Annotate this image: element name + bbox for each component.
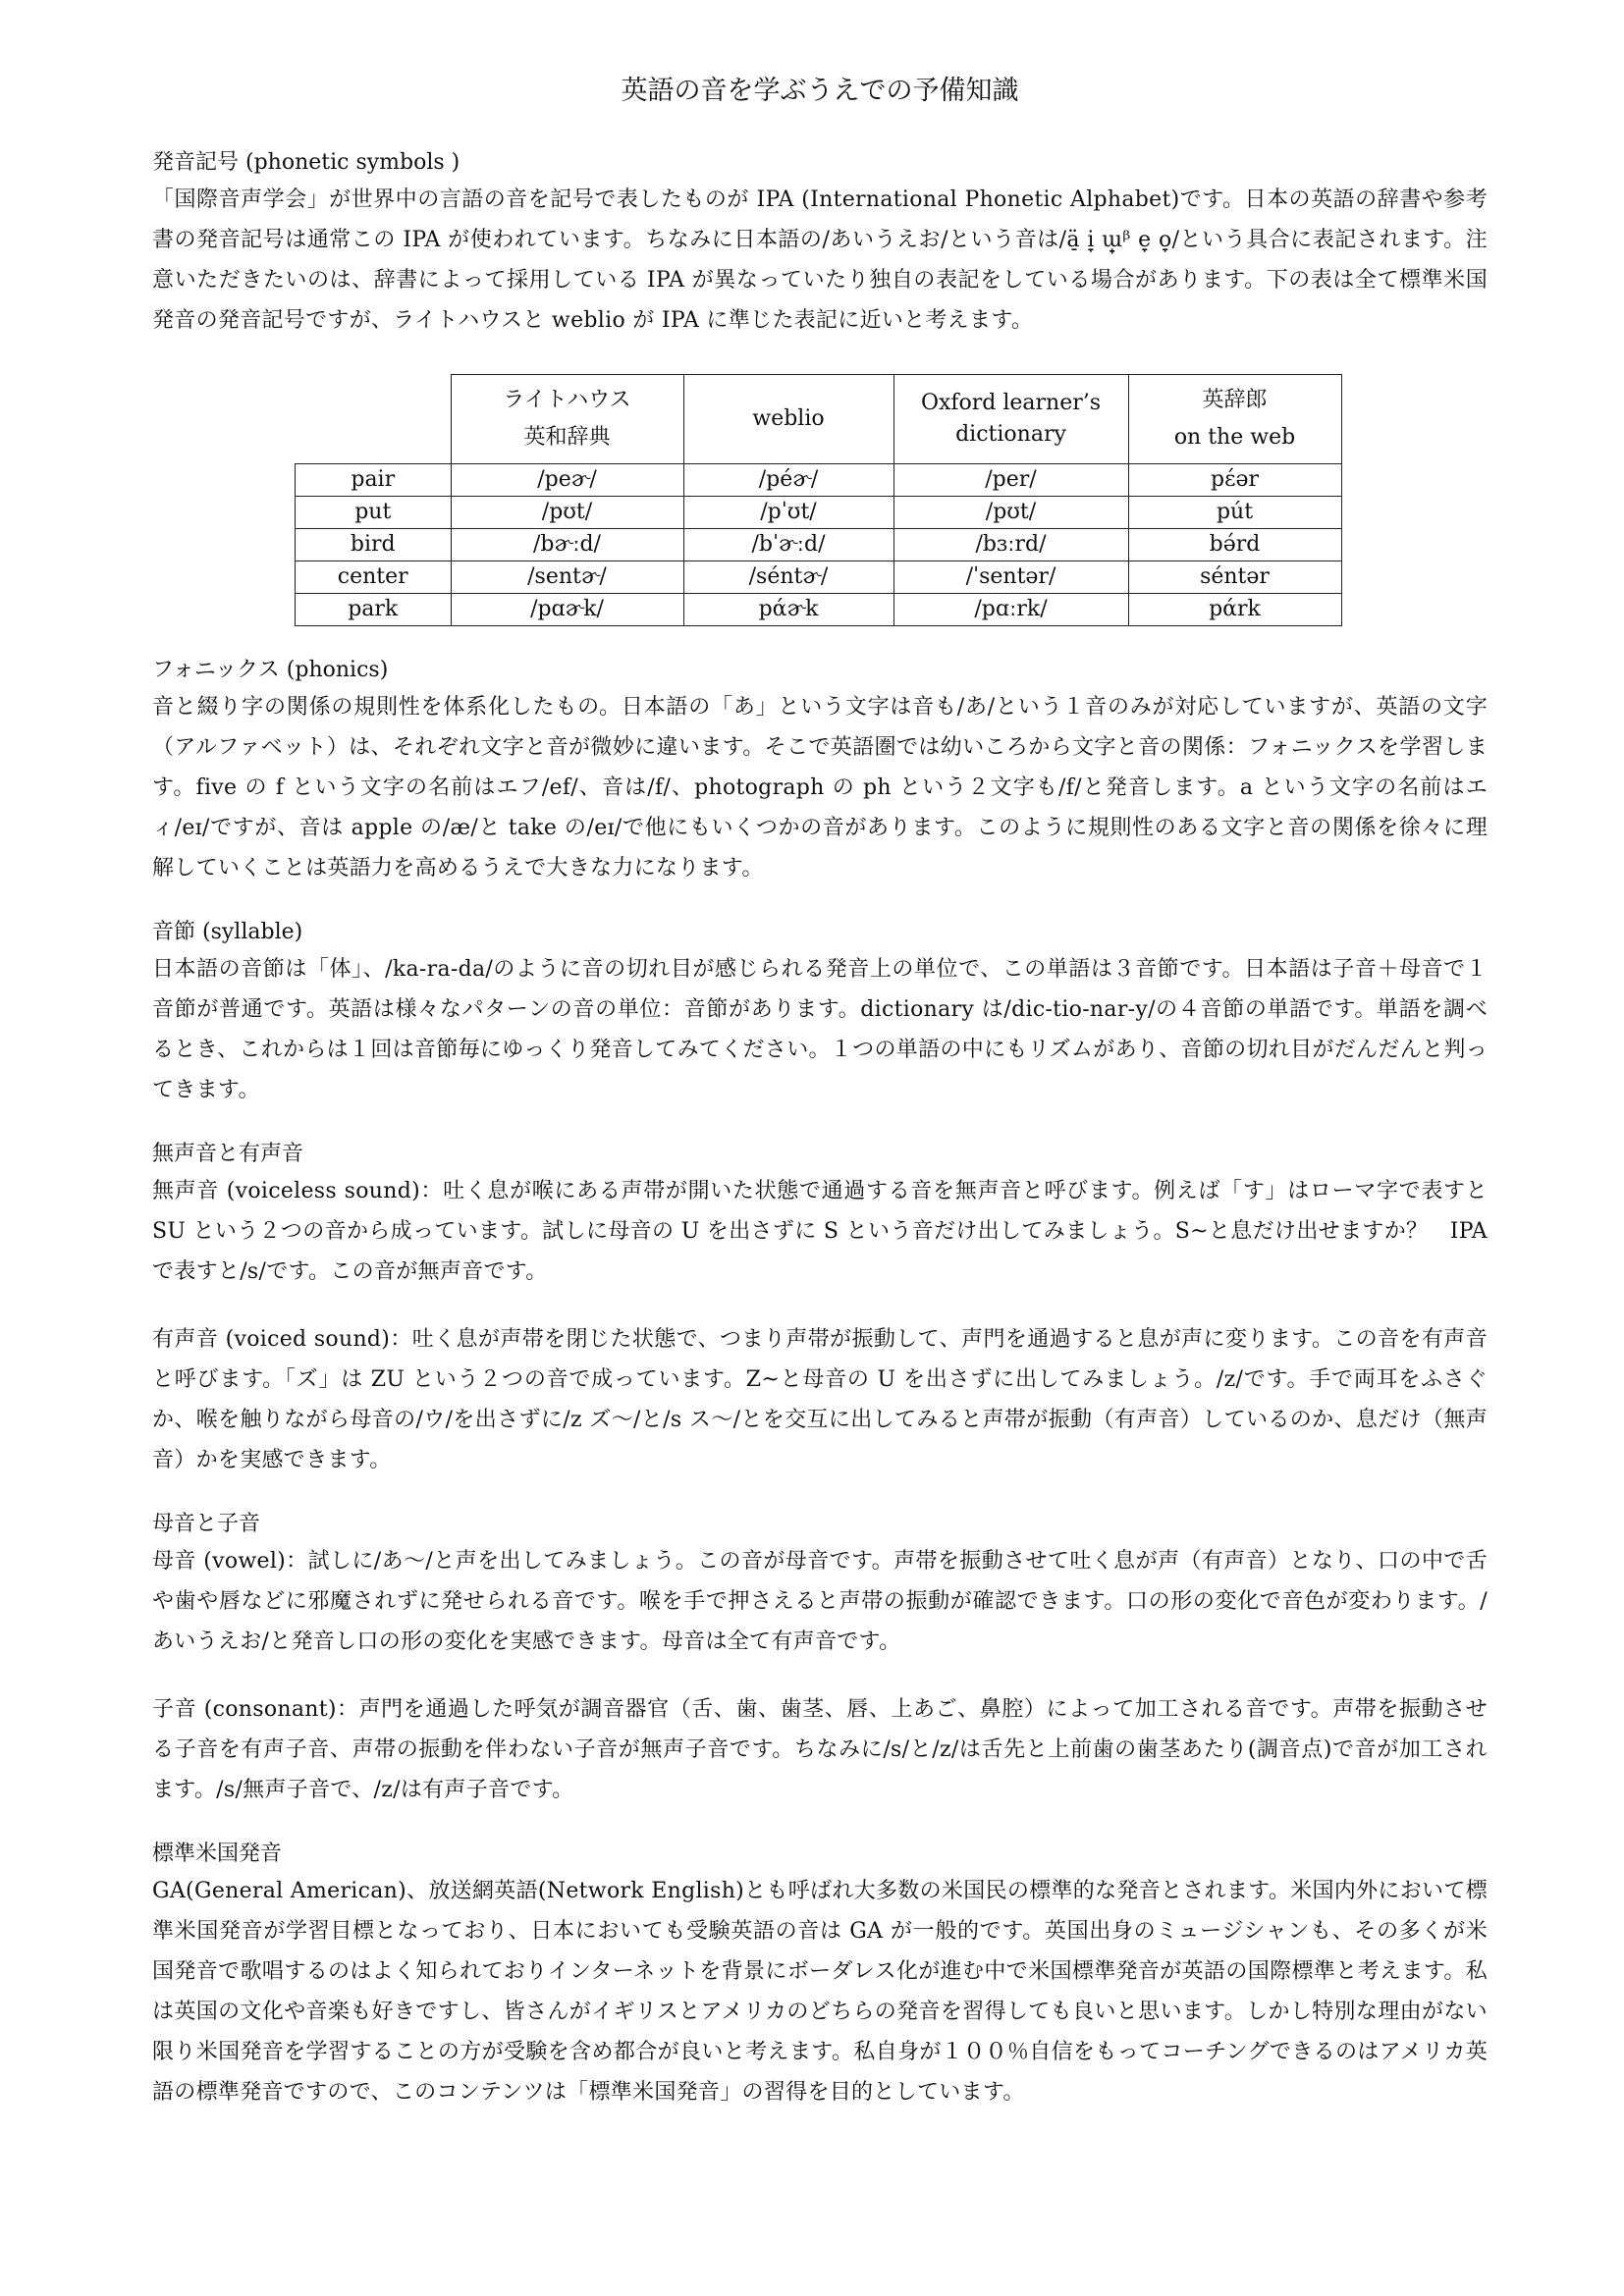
- cell-weblio: /péɚ/: [683, 464, 893, 497]
- section-body-voiced: 有声音 (voiced sound)：吐く息が声帯を閉じた状態で、つまり声帯が振動して、声門を通過すると息が声に変ります。この音を有声音と呼びます。「ズ」は ZU という２つの音で成っています。Z~と母音の U を出さずに出してみましょう。/z/です。手で両耳をふさぐか、喉を触りながら母音の/ウ/を出さずに/z ズ～/と/s ス～/とを交互に出してみると声帯が振動（有声音）しているのか、息だけ（無声音）かを実感できます。: [152, 1327, 1488, 1472]
- section-heading: フォニックス (phonics): [152, 658, 389, 682]
- section-heading: 母音と子音: [152, 1512, 261, 1536]
- cell-oxford: /pʊt/: [893, 497, 1128, 529]
- document-page: [152, 59, 1488, 2140]
- cell-lighthouse: /peɚ/: [451, 464, 683, 497]
- section-body: 日本語の音節は「体」、/ka-ra-da/のように音の切れ目が感じられる発音上の単位で、この単語は３音節です。日本語は子音＋母音で１音節が普通です。英語は様々なパターンの音の単位：音節があります。dictionary は/dic-tio-nar-y/の４音節の単語です。単語を調べるとき、これからは１回は音節毎にゆっくり発音してみてください。１つの単語の中にもリズムがあり、音節の切れ目がだんだんと判ってきます。: [152, 957, 1488, 1102]
- section-vowel-consonant: [152, 1508, 1488, 1810]
- table-row: [296, 497, 1342, 529]
- cell-word: bird: [296, 529, 452, 561]
- section-body: 「国際音声学会」が世界中の言語の音を記号で表したものが IPA (International Phonetic Alphabet)です。日本の英語の辞書や参考書の発音記号は通常この IPA が使われています。ちなみに日本語の/あいうえお/という音は/ä̠ i̞ ɯ̟ᵝ e̞ o̞/という具合に表記されます。注意いただきたいのは、辞書によって採用している IPA が異なっていたり独自の表記をしている場合があります。下の表は全て標準米国発音の発音記号ですが、ライトハウスと weblio が IPA に準じた表記に近いと考えます。: [152, 187, 1488, 333]
- header-lighthouse-line2: 英和辞典: [523, 425, 611, 450]
- header-weblio: weblio: [683, 375, 893, 464]
- cell-weblio: /séntɚ/: [683, 561, 893, 594]
- section-general-american: [152, 1838, 1488, 2112]
- section-voiceless-voiced: [152, 1138, 1488, 1480]
- table-row: [296, 464, 1342, 497]
- cell-word: put: [296, 497, 452, 529]
- ipa-comparison-table: [295, 374, 1342, 626]
- section-body-voiceless: 無声音 (voiceless sound)：吐く息が喉にある声帯が開いた状態で通過する音を無声音と呼びます。例えば「す」はローマ字で表すと SU という２つの音から成っています。試しに母音の U を出さずに S という音だけ出してみましょう。S~と息だけ出せますか？ IPA で表すと/s/です。この音が無声音です。: [152, 1179, 1488, 1284]
- section-heading: 音節 (syllable): [152, 920, 303, 944]
- header-eijiro-line1: 英辞郎: [1202, 388, 1268, 412]
- section-phonetic-symbols: [152, 146, 1488, 341]
- header-oxford-line1: Oxford learner’s: [920, 391, 1102, 415]
- section-phonics: [152, 654, 1488, 888]
- cell-oxford: /ˈsentər/: [893, 561, 1128, 594]
- table-corner-cell: [296, 375, 452, 464]
- header-oxford: [893, 375, 1128, 464]
- header-eijiro-line2: on the web: [1173, 425, 1296, 450]
- cell-word: center: [296, 561, 452, 594]
- header-lighthouse-line1: ライトハウス: [503, 388, 631, 412]
- section-syllable: [152, 916, 1488, 1110]
- cell-lighthouse: /bɚːd/: [451, 529, 683, 561]
- cell-lighthouse: /pʊt/: [451, 497, 683, 529]
- cell-weblio: /pˈʊt/: [683, 497, 893, 529]
- section-body: GA(General American)、放送網英語(Network English)とも呼ばれ大多数の米国民の標準的な発音とされます。米国内外において標準米国発音が学習目標となっており、日本においても受験英語の音は GA が一般的です。英国出身のミュージシャンも、その多くが米国発音で歌唱するのはよく知られておりインターネットを背景にボーダレス化が進む中で米国標準発音が英語の国際標準と考えます。私は英国の文化や音楽も好きですし、皆さんがイギリスとアメリカのどちらの発音を習得しても良いと思います。しかし特別な理由がない限り米国発音を学習することの方が受験を含め都合が良いと考えます。私自身が１００％自信をもってコーチングできるのはアメリカ英語の標準発音ですので、このコンテンツは「標準米国発音」の習得を目的としています。: [152, 1879, 1488, 2105]
- cell-lighthouse: /pɑɚk/: [451, 594, 683, 626]
- header-oxford-line2: dictionary: [955, 422, 1066, 447]
- cell-weblio: /bˈɚːd/: [683, 529, 893, 561]
- table-row: [296, 529, 1342, 561]
- cell-lighthouse: /sentɚ/: [451, 561, 683, 594]
- cell-oxford: /per/: [893, 464, 1128, 497]
- table-row: [296, 594, 1342, 626]
- header-eijiro: [1128, 375, 1341, 464]
- page-title: 英語の音を学ぶうえでの予備知識: [621, 76, 1019, 106]
- section-heading: 標準米国発音: [152, 1842, 283, 1866]
- section-body-consonant: 子音 (consonant)：声門を通過した呼気が調音器官（舌、歯、歯茎、唇、上あご、鼻腔）によって加工される音です。声帯を振動させる子音を有声子音、声帯の振動を伴わない子音が無声子音です。ちなみに/s/と/z/は舌先と上前歯の歯茎あたり(調音点)で音が加工されます。/s/無声子音で、/z/は有声子音です。: [152, 1697, 1488, 1802]
- cell-word: pair: [296, 464, 452, 497]
- cell-eijiro: pάrk: [1128, 594, 1341, 626]
- cell-weblio: pάɚk: [683, 594, 893, 626]
- section-heading: 発音記号 (phonetic symbols ): [152, 150, 460, 175]
- table-row: [296, 561, 1342, 594]
- cell-oxford: /pɑːrk/: [893, 594, 1128, 626]
- cell-eijiro: pút: [1128, 497, 1341, 529]
- cell-eijiro: séntər: [1128, 561, 1341, 594]
- cell-word: park: [296, 594, 452, 626]
- section-body: 音と綴り字の関係の規則性を体系化したもの。日本語の「あ」という文字は音も/あ/という１音のみが対応していますが、英語の文字（アルファベット）は、それぞれ文字と音が微妙に違います。そこで英語圏では幼いころから文字と音の関係：フォニックスを学習します。five の f という文字の名前はエフ/ef/、音は/f/、photograph の ph という２文字も/f/と発音します。a という文字の名前はエィ/eɪ/ですが、音は apple の/æ/と take の/eɪ/で他にもいくつかの音があります。このように規則性のある文字と音の関係を徐々に理解していくことは英語力を高めるうえで大きな力になります。: [152, 695, 1488, 881]
- header-lighthouse: [451, 375, 683, 464]
- table-header-row: [296, 375, 1342, 464]
- section-heading: 無声音と有声音: [152, 1142, 304, 1166]
- cell-eijiro: pέər: [1128, 464, 1341, 497]
- section-body-vowel: 母音 (vowel)：試しに/あ～/と声を出してみましょう。この音が母音です。声帯を振動させて吐く息が声（有声音）となり、口の中で舌や歯や唇などに邪魔されずに発せられる音です。喉を手で押さえると声帯の振動が確認できます。口の形の変化で音色が変わります。/あいうえお/と発音し口の形の変化を実感できます。母音は全て有声音です。: [152, 1549, 1488, 1654]
- cell-oxford: /bɜːrd/: [893, 529, 1128, 561]
- cell-eijiro: bə́rd: [1128, 529, 1341, 561]
